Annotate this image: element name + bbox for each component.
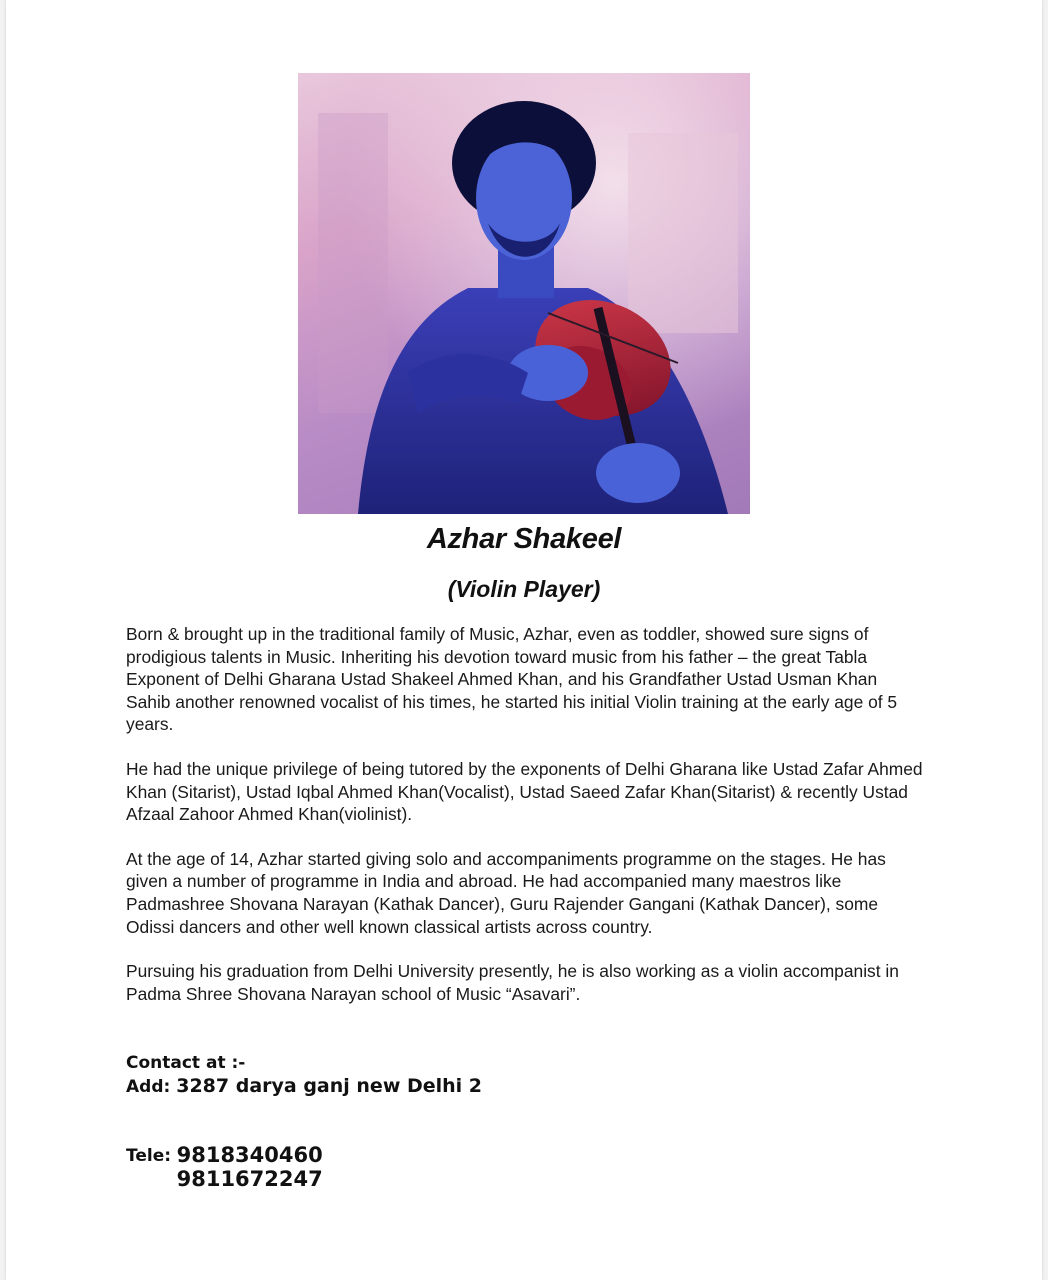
address-line <box>126 1075 482 1097</box>
phone-numbers <box>177 1143 323 1191</box>
address-label: Add: <box>126 1077 171 1097</box>
phone-number: 9811672247 <box>176 1167 323 1191</box>
contact-block <box>126 1053 482 1097</box>
bio-paragraph: Pursuing his graduation from Delhi University presently, he is also working as a violin accompanist in Padma Shree Shovana Narayan school of Music “Asavari”. <box>126 961 899 1004</box>
violin-player-image <box>298 73 750 514</box>
telephone-block <box>126 1143 323 1191</box>
performer-role: (Violin Player) <box>447 576 601 602</box>
biography <box>126 623 926 1027</box>
portrait-photo <box>298 73 750 514</box>
bio-paragraph: Born & brought up in the traditional family of Music, Azhar, even as toddler, showed sure signs of prodigious talents in Music. Inheriting his devotion toward music from his father – the great Tabla Exponent of Delhi Gharana Ustad Shakeel Ahmed Khan, and his Grandfather Ustad Usman Khan Sahib another renowned vocalist of his times, he started his initial Violin training at the early age of 5 years. <box>126 624 898 735</box>
phone-number: 9818340460 <box>176 1143 323 1167</box>
bio-paragraph: He had the unique privilege of being tutored by the exponents of Delhi Gharana like Ustad Zafar Ahmed Khan (Sitarist), Ustad Iqbal Ahmed Khan(Vocalist), Ustad Saeed Zafar Khan(Sitarist) & recently Ustad Afzaal Zahoor Ahmed Khan(violinist). <box>126 758 923 825</box>
contact-heading: Contact at :- <box>126 1053 246 1073</box>
address-value: 3287 darya ganj new Delhi 2 <box>176 1075 483 1097</box>
bio-paragraph: At the age of 14, Azhar started giving solo and accompaniments programme on the stages. He has given a number of programme in India and abroad. He had accompanied many maestros like Padmashree Shovana Narayan (Kathak Dancer), Guru Rajender Gangani (Kathak Dancer), some Odissi dancers and other well known classical artists across country. <box>126 848 886 937</box>
performer-name: Azhar Shakeel <box>426 523 622 555</box>
tele-label: Tele: <box>126 1146 172 1166</box>
